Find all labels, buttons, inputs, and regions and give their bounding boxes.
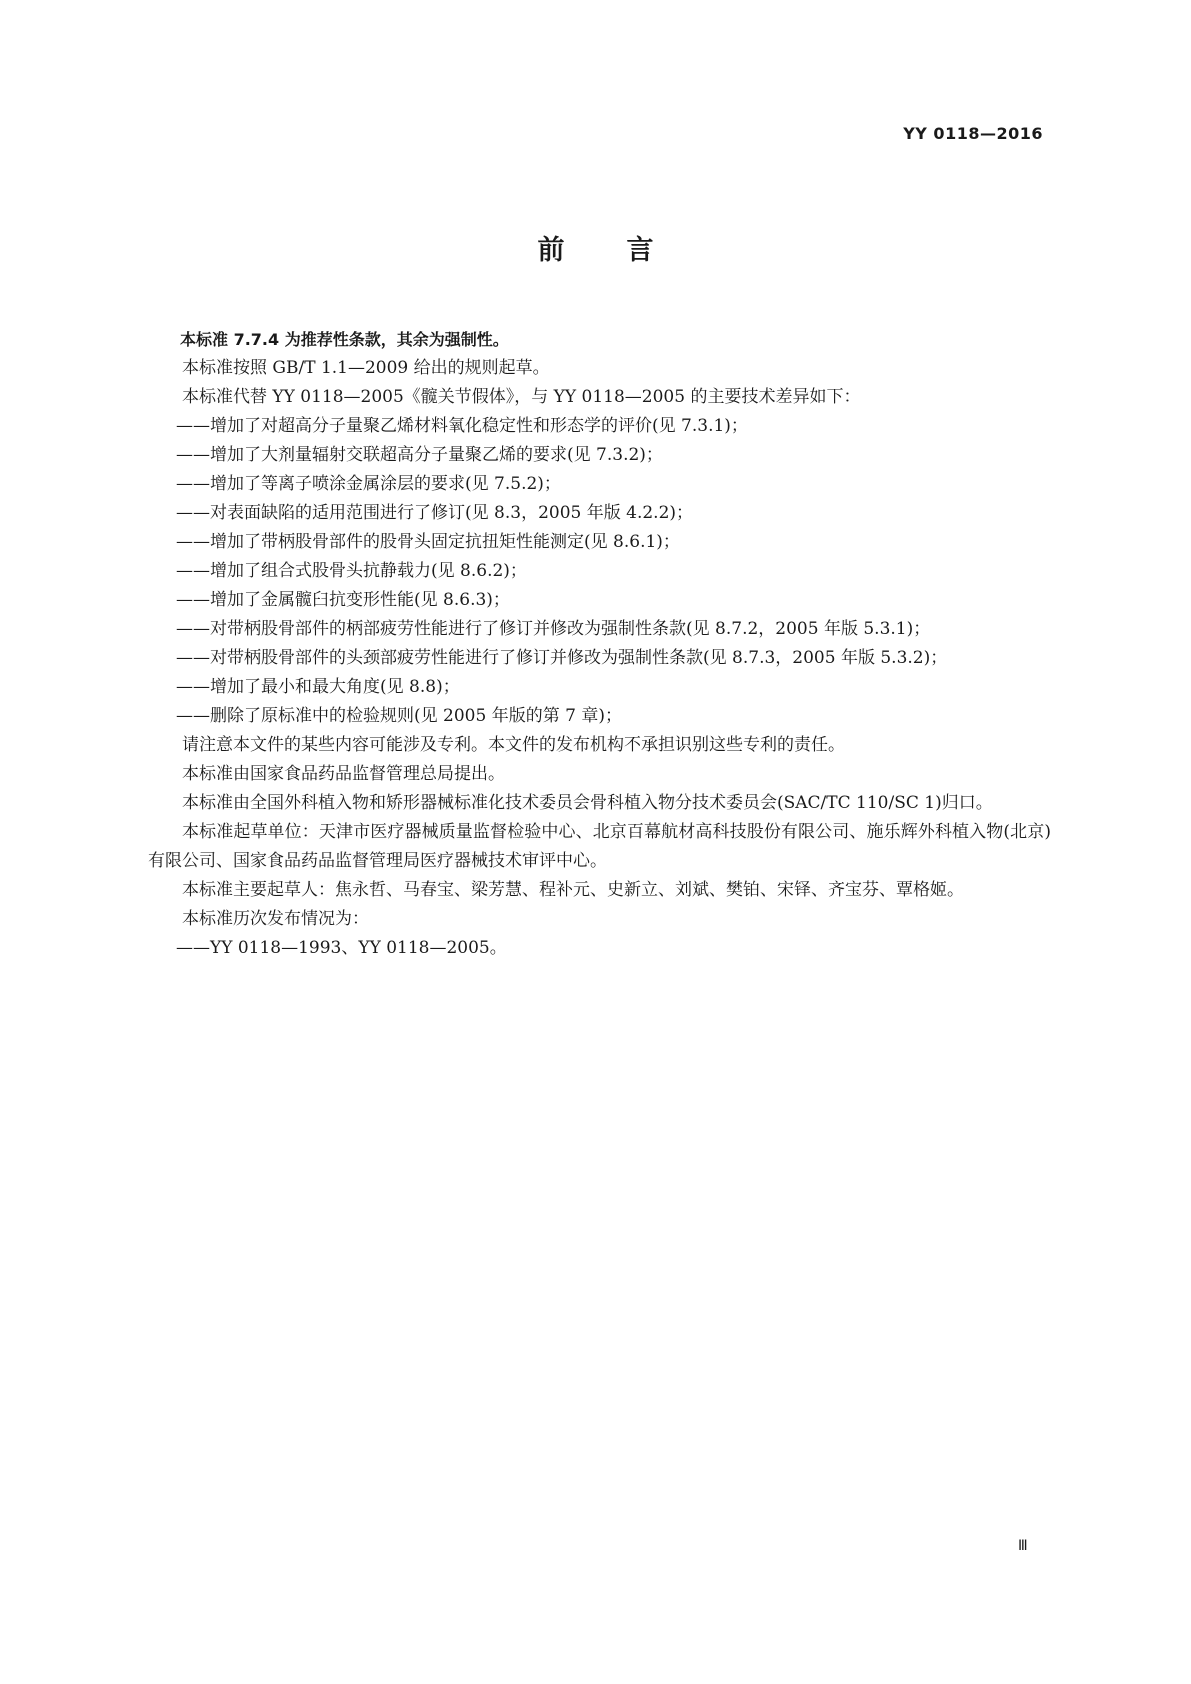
changes-list: [148, 412, 1051, 731]
proposer-statement: 本标准由国家食品药品监督管理总局提出。: [182, 764, 505, 784]
document-body: [148, 325, 1051, 963]
drafting-rules-statement: 本标准按照 GB/T 1.1—2009 给出的规则起草。: [182, 358, 550, 378]
change-item: ——对带柄股骨部件的柄部疲劳性能进行了修订并修改为强制性条款(见 8.7.2，2005 年版 5.3.1)；: [176, 619, 931, 639]
page-title: 前言: [537, 235, 716, 266]
change-item: ——对带柄股骨部件的头颈部疲劳性能进行了修订并修改为强制性条款(见 8.7.3，2005 年版 5.3.2)；: [176, 648, 948, 668]
standard-code: YY 0118—2016: [903, 124, 1043, 143]
centralized-statement: 本标准由全国外科植入物和矫形器械标准化技术委员会骨科植入物分技术委员会(SAC/TC 110/SC 1)归口。: [182, 793, 993, 813]
history-intro: 本标准历次发布情况为：: [182, 909, 369, 929]
change-item: ——增加了大剂量辐射交联超高分子量聚乙烯的要求(见 7.3.2)；: [176, 445, 663, 465]
change-item: ——增加了金属髋臼抗变形性能(见 8.6.3)；: [176, 590, 510, 610]
change-item: ——增加了组合式股骨头抗静载力(见 8.6.2)；: [176, 561, 527, 581]
history-item: ——YY 0118—1993、YY 0118—2005。: [176, 938, 507, 958]
change-item: ——增加了等离子喷涂金属涂层的要求(见 7.5.2)；: [176, 474, 561, 494]
change-item: ——删除了原标准中的检验规则(见 2005 年版的第 7 章)；: [176, 706, 622, 726]
drafters-statement: 本标准主要起草人：焦永哲、马春宝、梁芳慧、程补元、史新立、刘斌、樊铂、宋铎、齐宝芬、覃格姬。: [182, 880, 964, 900]
change-item: ——增加了最小和最大角度(见 8.8)；: [176, 677, 460, 697]
patent-notice: 请注意本文件的某些内容可能涉及专利。本文件的发布机构不承担识别这些专利的责任。: [182, 735, 845, 755]
change-item: ——对表面缺陷的适用范围进行了修订(见 8.3，2005 年版 4.2.2)；: [176, 503, 694, 523]
replacement-statement: 本标准代替 YY 0118—2005《髋关节假体》，与 YY 0118—2005 的主要技术差异如下：: [182, 387, 861, 407]
change-item: ——增加了对超高分子量聚乙烯材料氧化稳定性和形态学的评价(见 7.3.1)；: [176, 416, 748, 436]
change-item: ——增加了带柄股骨部件的股骨头固定抗扭矩性能测定(见 8.6.1)；: [176, 532, 680, 552]
recommended-clause-statement: 本标准 7.7.4 为推荐性条款，其余为强制性。: [180, 330, 509, 349]
drafting-units-statement: 本标准起草单位：天津市医疗器械质量监督检验中心、北京百幕航材高科技股份有限公司、施乐辉外科植入物(北京)有限公司、国家食品药品监督管理局医疗器械技术审评中心。: [148, 822, 1051, 871]
page-number: Ⅲ: [1018, 1538, 1028, 1554]
